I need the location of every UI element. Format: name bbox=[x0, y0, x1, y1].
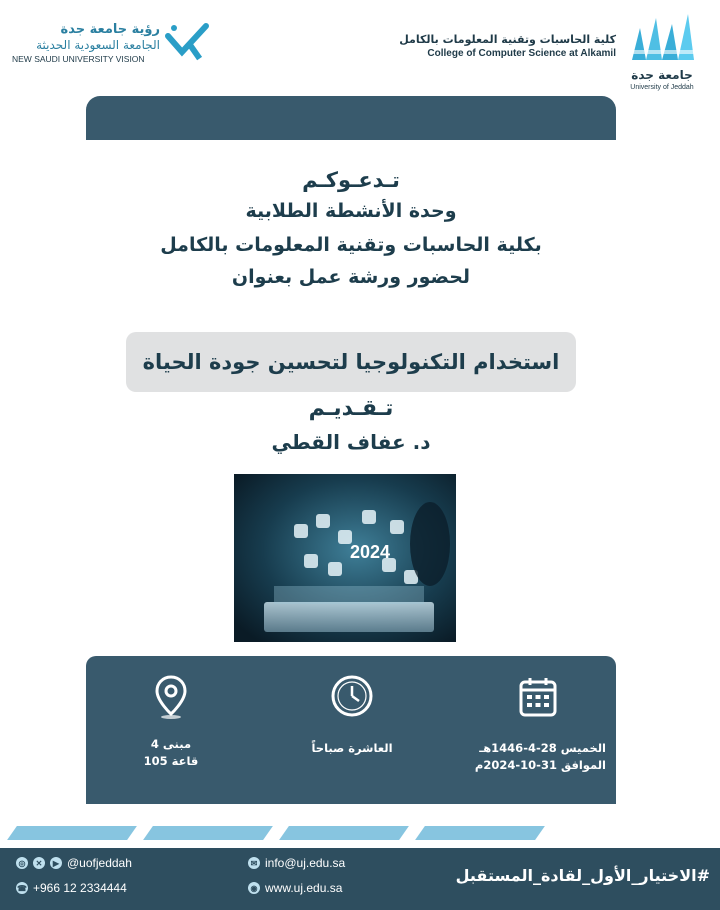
event-details-panel bbox=[86, 656, 616, 804]
clock-icon bbox=[330, 674, 374, 722]
date-gregorian: الموافق 31-10-2024م bbox=[474, 758, 606, 772]
vision-title-ar: رؤية جامعة جدة bbox=[60, 22, 160, 37]
workshop-title: استخدام التكنولوجيا لتحسين جودة الحياة bbox=[142, 350, 560, 374]
email-contact[interactable] bbox=[248, 856, 345, 870]
date-hijri: الخميس 28-4-1446هـ bbox=[479, 741, 606, 755]
youtube-icon: ▶ bbox=[50, 857, 62, 869]
presenter-label: تـقـديـم bbox=[308, 396, 394, 421]
invitation-line-4: لحضور ورشة عمل بعنوان bbox=[231, 266, 471, 288]
vision-subtitle-en: NEW SAUDI UNIVERSITY VISION bbox=[12, 54, 145, 64]
university-logo-icon bbox=[626, 10, 698, 68]
technology-photo bbox=[234, 474, 456, 642]
location-block bbox=[121, 736, 221, 770]
social-handle: @uofjeddah bbox=[67, 856, 132, 870]
phone-icon: ☎ bbox=[17, 883, 27, 893]
invitation-line-3: بكلية الحاسبات وتقنية المعلومات بالكامل bbox=[160, 234, 542, 256]
invitation-line-1: تـدعـوكـم bbox=[302, 168, 400, 192]
instagram-icon: ◎ bbox=[16, 857, 28, 869]
hashtag-slogan: #الاختيار_الأول_لقادة_المستقبل bbox=[455, 866, 710, 885]
email-address: info@uj.edu.sa bbox=[265, 856, 346, 870]
twitter-icon: ✕ bbox=[33, 857, 45, 869]
stripe bbox=[143, 826, 273, 840]
university-name-ar: جامعة جدة bbox=[631, 68, 693, 82]
college-name-block bbox=[380, 32, 616, 61]
college-name-en: College of Computer Science at Alkamil bbox=[427, 48, 616, 59]
vision-2030-block bbox=[12, 22, 160, 65]
footer-stripes bbox=[0, 826, 720, 842]
stripe bbox=[279, 826, 409, 840]
website-url: www.uj.edu.sa bbox=[265, 881, 343, 895]
stripe bbox=[7, 826, 137, 840]
vision-subtitle-ar: الجامعة السعودية الحديثة bbox=[36, 38, 160, 52]
date-block bbox=[466, 740, 606, 774]
stripe bbox=[415, 826, 545, 840]
phone-contact[interactable] bbox=[16, 881, 127, 895]
phone-number: +966 12 2334444 bbox=[33, 881, 127, 895]
location-room: قاعة 105 bbox=[143, 754, 199, 768]
location-building: مبنى 4 bbox=[150, 737, 192, 751]
vision-logo-icon bbox=[162, 16, 212, 66]
time-text: العاشرة صباحاً bbox=[311, 741, 393, 755]
workshop-title-box bbox=[126, 332, 576, 392]
college-name-ar: كلية الحاسبات وتقنية المعلومات بالكامل bbox=[399, 33, 616, 46]
email-icon: ✉ bbox=[248, 857, 260, 869]
social-contact[interactable] bbox=[16, 856, 132, 870]
year-overlay: 2024 bbox=[349, 542, 391, 562]
presenter-name: د. عفاف القطي bbox=[271, 430, 431, 454]
globe-icon: ◉ bbox=[248, 882, 260, 894]
top-banner-bar bbox=[86, 96, 616, 140]
university-name-en: University of Jeddah bbox=[630, 84, 694, 91]
calendar-icon bbox=[518, 676, 558, 722]
footer-bar bbox=[0, 848, 720, 910]
website-contact[interactable] bbox=[248, 881, 342, 895]
location-pin-icon bbox=[154, 674, 188, 724]
invitation-line-2: وحدة الأنشطة الطلابية bbox=[245, 200, 457, 222]
